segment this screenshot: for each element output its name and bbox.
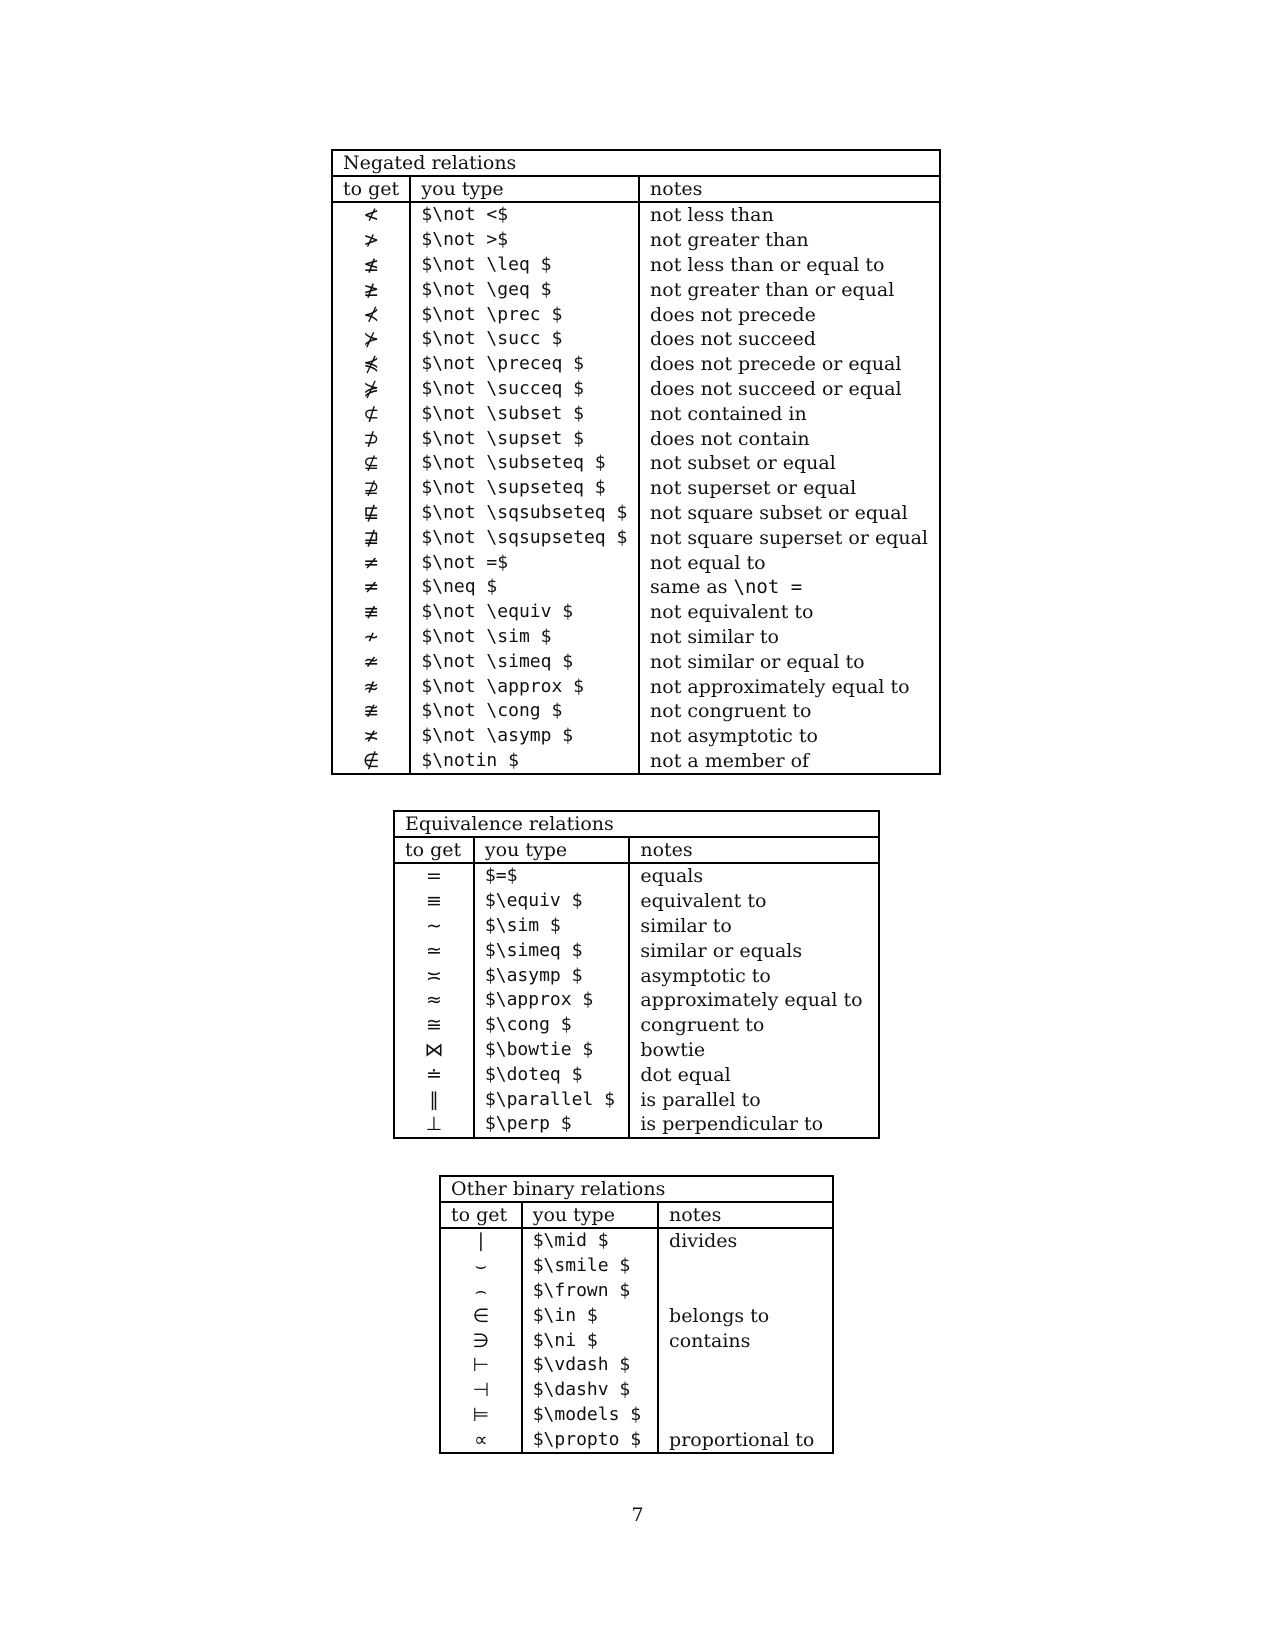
- cell-command: $\not \subseteq $: [410, 451, 639, 476]
- cell-note: not less than: [650, 204, 774, 227]
- cell-symbol: ∈: [440, 1303, 522, 1328]
- table-row: [394, 963, 879, 988]
- cell-note: does not contain: [650, 427, 810, 450]
- cell-note: not contained in: [650, 402, 807, 425]
- cell-note: does not succeed or equal: [650, 377, 902, 400]
- table-row: [332, 277, 940, 302]
- cell-command: $\not \preceq $: [410, 352, 639, 377]
- cell-symbol: ⊀: [332, 302, 410, 327]
- table-row: [332, 377, 940, 402]
- table-row: [440, 1403, 833, 1428]
- cell-symbol: ≠: [332, 550, 410, 575]
- cell-command: $\not \sqsupseteq $: [410, 525, 639, 550]
- table-row: [394, 863, 879, 889]
- cell-command: $\ni $: [522, 1328, 658, 1353]
- cell-command: $\not >$: [410, 228, 639, 253]
- cell-command: $\vdash $: [522, 1353, 658, 1378]
- table-row: [440, 1303, 833, 1328]
- table-row: [332, 451, 940, 476]
- header-notes: notes: [658, 1202, 833, 1228]
- cell-symbol: ⋣: [332, 525, 410, 550]
- table-caption: Negated relations: [332, 150, 940, 176]
- cell-command: $\neq $: [410, 575, 639, 600]
- table-caption: Equivalence relations: [394, 811, 879, 837]
- header-to-get: to get: [440, 1202, 522, 1228]
- cell-note: not subset or equal: [650, 452, 836, 475]
- cell-note: does not succeed: [650, 328, 816, 351]
- cell-command: $\not \succ $: [410, 327, 639, 352]
- table-row: [394, 988, 879, 1013]
- cell-note: not greater than or equal: [650, 278, 895, 301]
- table-caption: Other binary relations: [440, 1176, 833, 1202]
- cell-symbol: ≐: [394, 1062, 474, 1087]
- cell-command: $\not \cong $: [410, 699, 639, 724]
- cell-command: $=$: [474, 863, 629, 889]
- cell-command: $\doteq $: [474, 1062, 629, 1087]
- cell-symbol: ∝: [440, 1427, 522, 1453]
- cell-command: $\notin $: [410, 749, 639, 775]
- cell-note: bowtie: [640, 1038, 706, 1061]
- table-row: [394, 914, 879, 939]
- cell-note: does not precede: [650, 303, 816, 326]
- cell-command: $\not \supset $: [410, 426, 639, 451]
- cell-command: $\not \supseteq $: [410, 476, 639, 501]
- table-row: [394, 889, 879, 914]
- cell-symbol: =: [394, 863, 474, 889]
- cell-symbol: ≮: [332, 202, 410, 228]
- cell-command: $\not \simeq $: [410, 649, 639, 674]
- table-row: [332, 476, 940, 501]
- cell-command: $\frown $: [522, 1279, 658, 1304]
- table-row: [332, 575, 940, 600]
- cell-note: not similar to: [650, 625, 779, 648]
- cell-note: approximately equal to: [640, 989, 863, 1012]
- cell-command: $\not <$: [410, 202, 639, 228]
- cell-note: not a member of: [650, 749, 810, 772]
- table-row: [332, 550, 940, 575]
- cell-note: not congruent to: [650, 700, 812, 723]
- cell-symbol: ∥: [394, 1087, 474, 1112]
- table-row: [332, 625, 940, 650]
- cell-note: does not precede or equal: [650, 353, 902, 376]
- cell-command: $\not \sim $: [410, 625, 639, 650]
- cell-note: [658, 1279, 833, 1304]
- cell-symbol: ≡: [394, 889, 474, 914]
- table-row: [332, 202, 940, 228]
- cell-command: $\not \succeq $: [410, 377, 639, 402]
- table-row: [440, 1353, 833, 1378]
- table-row: [332, 401, 940, 426]
- cell-note: dot equal: [640, 1063, 731, 1086]
- cell-command: $\dashv $: [522, 1378, 658, 1403]
- cell-note: proportional to: [669, 1428, 815, 1451]
- cell-note: not square superset or equal: [650, 526, 928, 549]
- cell-symbol: ⊢: [440, 1353, 522, 1378]
- cell-command: $\not \approx $: [410, 674, 639, 699]
- cell-command: $\mid $: [522, 1228, 658, 1254]
- cell-note: contains: [669, 1329, 751, 1352]
- equivalence-relations-table: [393, 810, 880, 1139]
- header-notes: notes: [629, 837, 879, 863]
- cell-symbol: ⊉: [332, 476, 410, 501]
- table-row: [394, 1013, 879, 1038]
- table-row: [394, 1087, 879, 1112]
- cell-symbol: ≠: [332, 575, 410, 600]
- cell-note: not square subset or equal: [650, 501, 908, 524]
- cell-command: $\bowtie $: [474, 1038, 629, 1063]
- table-row: [332, 674, 940, 699]
- cell-note: not equivalent to: [650, 601, 814, 624]
- cell-command: $\propto $: [522, 1427, 658, 1453]
- cell-command: $\not \prec $: [410, 302, 639, 327]
- cell-symbol: ≈: [394, 988, 474, 1013]
- cell-note: not approximately equal to: [650, 675, 910, 698]
- table-row: [332, 327, 940, 352]
- cell-note: [658, 1254, 833, 1279]
- cell-symbol: ⌢: [440, 1279, 522, 1304]
- inline-code: \not =: [733, 576, 803, 599]
- cell-command: $\not \geq $: [410, 277, 639, 302]
- cell-note: not similar or equal to: [650, 650, 865, 673]
- cell-symbol: ≱: [332, 277, 410, 302]
- header-to-get: to get: [332, 176, 410, 202]
- cell-symbol: ∼: [394, 914, 474, 939]
- cell-note: [658, 1378, 833, 1403]
- cell-note: not asymptotic to: [650, 725, 818, 748]
- table-row: [440, 1228, 833, 1254]
- cell-symbol: ⋡: [332, 377, 410, 402]
- table-row: [332, 302, 940, 327]
- table-row: [440, 1378, 833, 1403]
- header-you-type: you type: [410, 176, 639, 202]
- cell-symbol: ⊨: [440, 1403, 522, 1428]
- cell-command: $\sim $: [474, 914, 629, 939]
- cell-symbol: ≍: [394, 963, 474, 988]
- cell-symbol: ≢: [332, 600, 410, 625]
- cell-command: $\parallel $: [474, 1087, 629, 1112]
- cell-command: $\models $: [522, 1403, 658, 1428]
- negated-relations-table: [331, 149, 941, 775]
- table-row: [332, 525, 940, 550]
- cell-note: not less than or equal to: [650, 253, 885, 276]
- cell-note: [658, 1403, 833, 1428]
- cell-symbol: ≃: [394, 938, 474, 963]
- cell-note: equals: [640, 865, 704, 888]
- cell-symbol: ⊅: [332, 426, 410, 451]
- cell-command: $\cong $: [474, 1013, 629, 1038]
- table-row: [332, 749, 940, 775]
- cell-symbol: ≁: [332, 625, 410, 650]
- table-row: [440, 1328, 833, 1353]
- table-row: [332, 352, 940, 377]
- header-you-type: you type: [522, 1202, 658, 1228]
- cell-note: is perpendicular to: [640, 1113, 824, 1136]
- table-row: [332, 649, 940, 674]
- cell-symbol: ∣: [440, 1228, 522, 1254]
- table-row: [394, 1112, 879, 1138]
- cell-symbol: ∋: [440, 1328, 522, 1353]
- cell-command: $\approx $: [474, 988, 629, 1013]
- cell-command: $\perp $: [474, 1112, 629, 1138]
- table-row: [394, 938, 879, 963]
- cell-note: congruent to: [640, 1014, 765, 1037]
- header-notes: notes: [639, 176, 940, 202]
- cell-symbol: ⊥: [394, 1112, 474, 1138]
- cell-symbol: ⊄: [332, 401, 410, 426]
- header-to-get: to get: [394, 837, 474, 863]
- table-row: [440, 1427, 833, 1453]
- cell-note: belongs to: [669, 1304, 770, 1327]
- cell-note: is parallel to: [640, 1088, 761, 1111]
- cell-symbol: ∉: [332, 749, 410, 775]
- cell-command: $\not \asymp $: [410, 724, 639, 749]
- table-row: [440, 1254, 833, 1279]
- cell-note: asymptotic to: [640, 964, 771, 987]
- cell-command: $\not \subset $: [410, 401, 639, 426]
- cell-command: $\asymp $: [474, 963, 629, 988]
- table-row: [332, 426, 940, 451]
- cell-symbol: ≄: [332, 649, 410, 674]
- cell-symbol: ≯: [332, 228, 410, 253]
- cell-note: not greater than: [650, 229, 809, 252]
- cell-command: $\not \equiv $: [410, 600, 639, 625]
- cell-note: not equal to: [650, 551, 766, 574]
- table-row: [332, 228, 940, 253]
- cell-symbol: ⋢: [332, 501, 410, 526]
- cell-symbol: ≰: [332, 253, 410, 278]
- cell-command: $\equiv $: [474, 889, 629, 914]
- cell-symbol: ⌣: [440, 1254, 522, 1279]
- table-row: [332, 501, 940, 526]
- page-number: 7: [631, 1504, 644, 1526]
- cell-command: $\not =$: [410, 550, 639, 575]
- cell-symbol: ≭: [332, 724, 410, 749]
- cell-symbol: ≅: [394, 1013, 474, 1038]
- cell-command: $\in $: [522, 1303, 658, 1328]
- table-row: [332, 699, 940, 724]
- cell-symbol: ⋠: [332, 352, 410, 377]
- cell-note: divides: [669, 1230, 738, 1253]
- cell-symbol: ⋈: [394, 1038, 474, 1063]
- cell-symbol: ⊣: [440, 1378, 522, 1403]
- cell-command: $\not \sqsubseteq $: [410, 501, 639, 526]
- cell-symbol: ≇: [332, 699, 410, 724]
- cell-symbol: ⊈: [332, 451, 410, 476]
- other-binary-relations-table: [439, 1175, 834, 1454]
- cell-symbol: ⊁: [332, 327, 410, 352]
- cell-command: $\simeq $: [474, 938, 629, 963]
- table-row: [394, 1062, 879, 1087]
- table-row: [332, 724, 940, 749]
- cell-command: $\not \leq $: [410, 253, 639, 278]
- table-row: [394, 1038, 879, 1063]
- cell-command: $\smile $: [522, 1254, 658, 1279]
- table-row: [332, 253, 940, 278]
- header-you-type: you type: [474, 837, 629, 863]
- table-row: [332, 600, 940, 625]
- cell-note: equivalent to: [640, 890, 767, 913]
- cell-note: not superset or equal: [650, 477, 857, 500]
- cell-symbol: ≉: [332, 674, 410, 699]
- cell-note: same as \not =: [650, 576, 803, 599]
- cell-note: similar or equals: [640, 939, 803, 962]
- table-row: [440, 1279, 833, 1304]
- cell-note: [658, 1353, 833, 1378]
- cell-note: similar to: [640, 914, 732, 937]
